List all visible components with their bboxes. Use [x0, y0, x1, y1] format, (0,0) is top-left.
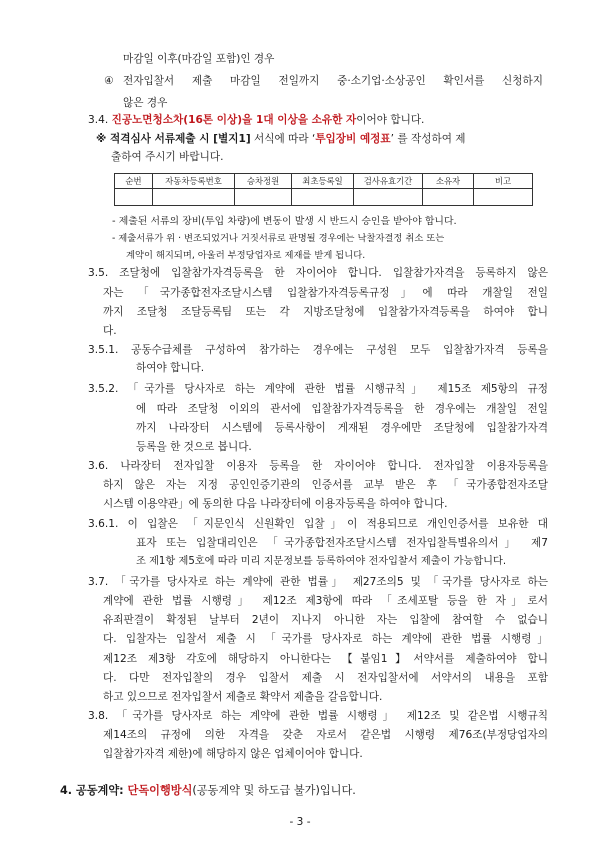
table-header-cell: 승차정원	[235, 174, 292, 189]
text-line: 까지 나라장터 시스템에 등록사항이 게재된 경우에만 조달청에 입찰참가자격	[136, 422, 548, 434]
dash-note: - 제출된 서류의 장비(투입 차량)에 변동이 발생 시 반드시 승인을 받아야 합니다.	[112, 216, 457, 227]
text-line: 않은 경우	[123, 97, 168, 109]
note-line: 출하여 주시기 바랍니다.	[111, 151, 224, 163]
text-line: 전자입찰서 제출 마감일 전일까지 중·소기업·소상공인 확인서를 신청하지	[123, 75, 543, 87]
text-line: 자는 「국가종합전자조달시스템 입찰참가자격등록규정」에 따라 개찰일 전일	[103, 287, 548, 299]
table-cell	[354, 189, 423, 206]
table-cell	[115, 189, 153, 206]
table-row	[115, 189, 533, 206]
text-line: 제12조 제3항 각호에 해당하지 아니한다는 【붙임1】서약서를 제출하여야 합니	[103, 653, 548, 665]
equipment-schedule-label: 투입장비 예정표	[315, 133, 391, 145]
table-header-cell: 검사유효기간	[354, 174, 423, 189]
form-reference: [별지1]	[213, 133, 251, 145]
section-3-8: 3.8. 「국가를 당사자로 하는 계약에 관한 법률 시행령」 제12조 및 같은법 시행규칙	[88, 710, 548, 722]
table-cell	[153, 189, 235, 206]
table-header-cell: 소유자	[423, 174, 474, 189]
text-line: 까지 조달청 조달등록팀 또는 각 지방조달청에 입찰참가자격등록을 하여야 합니	[103, 306, 548, 318]
text-line: 시스템 이용약관」에 동의한 다음 나라장터에 이용자등록을 하여야 합니다.	[103, 498, 448, 510]
text-line: 계약에 관한 법률 시행령」 제12조 제3항에 따라 「조세포탈 등을 한 자」로서	[103, 595, 548, 607]
table-header-cell: 순번	[115, 174, 153, 189]
text-span: 서식에 따라 ‘	[250, 133, 316, 145]
table-header-cell: 최초등록일	[292, 174, 354, 189]
text-line: 입찰참가자격 제한)에 해당하지 않은 업체이어야 합니다.	[103, 748, 363, 760]
table-header-row	[115, 174, 533, 189]
section-3-5-1: 3.5.1. 공동수급체를 구성하여 참가하는 경우에는 구성원 모두 입찰참가자격 등록을	[88, 344, 548, 356]
contract-method: 단독이행방식	[127, 784, 193, 797]
section-heading: 4. 공동계약:	[60, 784, 128, 797]
equipment-table	[114, 173, 533, 206]
text-line: 제14조의 규정에 의한 자격을 갖춘 자로서 같은법 시행령 제76조(부정당업자의	[103, 729, 548, 741]
section-3-7: 3.7. 「국가를 당사자로 하는 계약에 관한 법률」 제27조의5 및 「국가를 당사자로 하는	[88, 576, 548, 588]
text-span: (공동계약 및 하도급 불가)입니다.	[192, 784, 356, 797]
note-label: ※ 적격심사 서류제출 시	[96, 133, 214, 145]
page-number: - 3 -	[289, 816, 311, 828]
section-4	[60, 784, 356, 798]
dash-note: - 제출서류가 위 · 변조되었거나 거짓서류로 판명될 경우에는 낙찰자결정 취소 또는	[112, 233, 445, 244]
text-line: 다. 다만 전자입찰의 경우 입찰서 제출 시 전자입찰서에 서약서의 내용을 포함	[103, 672, 548, 684]
table-header-cell: 자동차등록번호	[153, 174, 235, 189]
text-line: 조 제1항 제5호에 따라 미리 지문정보를 등록하여야 전자입찰서 제출이 가능합니다.	[136, 556, 507, 567]
equipment-requirement: 진공노면청소차(16톤 이상)을 1대 이상을 소유한 자	[111, 114, 357, 126]
section-3-6: 3.6. 나라장터 전자입찰 이용자 등록을 한 자이어야 합니다. 전자입찰 이용자등록을	[88, 460, 548, 472]
table-cell	[235, 189, 292, 206]
text-line: 다.	[103, 325, 117, 337]
text-line: 하여야 합니다.	[136, 362, 205, 374]
section-number: 3.4.	[88, 114, 109, 126]
section-3-5-2: 3.5.2. 「국가를 당사자로 하는 계약에 관한 법률 시행규칙」 제15조 제5항의 규정	[88, 383, 548, 395]
text-span: 이어야 합니다.	[356, 114, 425, 126]
dash-note: 계약이 해지되며, 아울러 부정당업자로 제재를 받게 됩니다.	[126, 250, 366, 261]
section-3-6-1: 3.6.1. 이 입찰은 「지문인식 신원확인 입찰」이 적용되므로 개인인증서를 보유한 대	[88, 518, 548, 530]
text-line: 마감일 이후(마감일 포함)인 경우	[123, 53, 275, 65]
section-3-4	[88, 113, 424, 127]
text-line: 다. 입찰자는 입찰서 제출 시 「국가를 당사자로 하는 계약에 관한 법률 시행령」	[103, 633, 548, 645]
section-3-5: 3.5. 조달청에 입찰참가자격등록을 한 자이어야 합니다. 입찰참가자격을 등록하지 않은	[88, 267, 548, 279]
table-header-cell: 비고	[474, 174, 533, 189]
text-span: ’ 를 작성하여 제	[390, 133, 466, 145]
text-line: 표자 또는 입찰대리인은 「국가종합전자조달시스템 전자입찰특별유의서」 제7	[136, 537, 548, 549]
text-line: 하지 않은 자는 지정 공인인증기관의 인증서를 교부 받은 후 「국가종합전자조달	[103, 479, 548, 491]
table-cell	[292, 189, 354, 206]
table-cell	[474, 189, 533, 206]
text-line: 유죄판결이 확정된 날부터 2년이 지나지 아니한 자는 입찰에 참여할 수 없습니	[103, 614, 548, 626]
circled-number: ④	[104, 75, 114, 87]
text-line: 등록을 한 것으로 봅니다.	[136, 441, 252, 453]
text-line: 에 따라 조달청 이외의 관서에 입찰참가자격등록을 한 경우에는 개찰일 전일	[136, 403, 548, 415]
note-line	[96, 132, 466, 146]
text-line: 하고 있으므로 전자입찰서 제출로 확약서 제출을 갈음합니다.	[103, 691, 383, 703]
table-cell	[423, 189, 474, 206]
